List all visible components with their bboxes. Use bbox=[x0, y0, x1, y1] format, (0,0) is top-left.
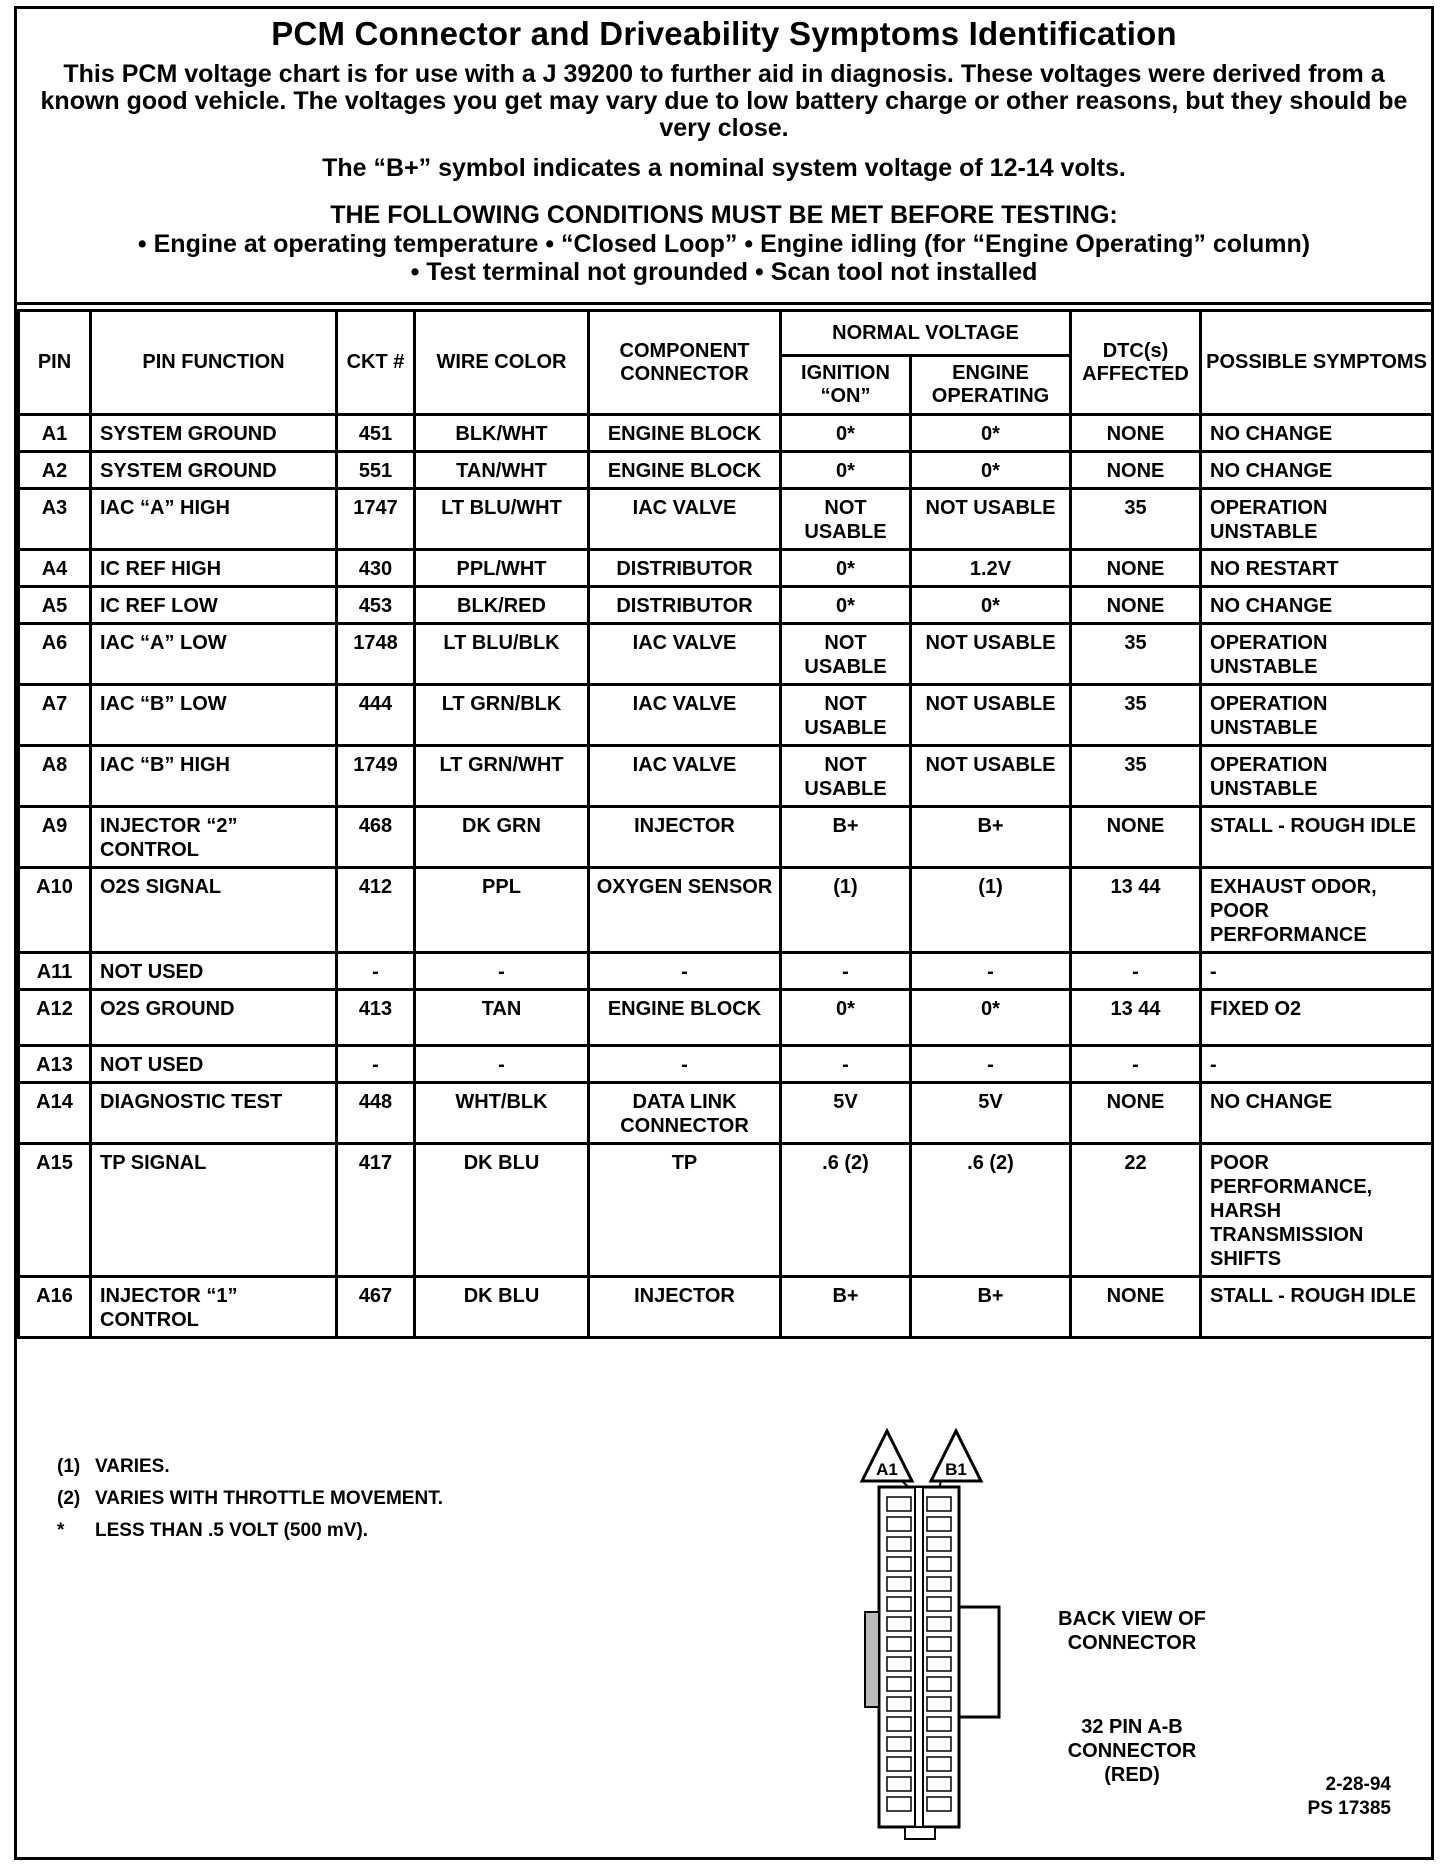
dtc-cell: NONE bbox=[1071, 452, 1201, 489]
connector-pin-cell bbox=[887, 1597, 911, 1611]
pin-cell: A7 bbox=[19, 685, 91, 746]
wire-color-cell: DK GRN bbox=[415, 807, 589, 868]
wire-color-cell: LT GRN/BLK bbox=[415, 685, 589, 746]
pin-cell: A16 bbox=[19, 1277, 91, 1338]
symptoms-cell: NO CHANGE bbox=[1201, 1083, 1433, 1144]
header-pin: PIN bbox=[19, 311, 91, 415]
connector-pin-cell bbox=[927, 1577, 951, 1591]
ckt-cell: 453 bbox=[337, 587, 415, 624]
connector-pin-cell bbox=[887, 1577, 911, 1591]
ckt-cell: 1747 bbox=[337, 489, 415, 550]
ckt-cell: 448 bbox=[337, 1083, 415, 1144]
dtc-cell: NONE bbox=[1071, 1277, 1201, 1338]
pin-function-cell: SYSTEM GROUND bbox=[91, 452, 337, 489]
engine-operating-cell: - bbox=[911, 953, 1071, 990]
engine-operating-cell: NOT USABLE bbox=[911, 685, 1071, 746]
wire-color-cell: PPL/WHT bbox=[415, 550, 589, 587]
table-row bbox=[19, 587, 1433, 624]
pin-function-cell: IAC “B” HIGH bbox=[91, 746, 337, 807]
symptoms-cell: - bbox=[1201, 1046, 1433, 1083]
pin-cell: A1 bbox=[19, 415, 91, 452]
connector-pin-cell bbox=[887, 1657, 911, 1671]
pin-function-cell: IC REF LOW bbox=[91, 587, 337, 624]
table-row bbox=[19, 624, 1433, 685]
connector-pin-cell bbox=[887, 1797, 911, 1811]
connector-pin-cell bbox=[887, 1677, 911, 1691]
component-cell: DATA LINK CONNECTOR bbox=[589, 1083, 781, 1144]
wire-color-cell: BLK/WHT bbox=[415, 415, 589, 452]
engine-operating-cell: - bbox=[911, 1046, 1071, 1083]
footnote bbox=[57, 1515, 443, 1547]
ignition-on-cell: .6 (2) bbox=[781, 1144, 911, 1277]
a1-label: A1 bbox=[876, 1460, 898, 1479]
dtc-cell: - bbox=[1071, 953, 1201, 990]
component-cell: ENGINE BLOCK bbox=[589, 990, 781, 1046]
table-row bbox=[19, 868, 1433, 953]
document-id bbox=[1308, 1773, 1391, 1821]
connector-pin-cell bbox=[887, 1697, 911, 1711]
table-row bbox=[19, 1144, 1433, 1277]
component-cell: IAC VALVE bbox=[589, 746, 781, 807]
table-row bbox=[19, 1277, 1433, 1338]
pin-function-cell: SYSTEM GROUND bbox=[91, 415, 337, 452]
ignition-on-cell: 0* bbox=[781, 550, 911, 587]
symptoms-cell: OPERATION UNSTABLE bbox=[1201, 489, 1433, 550]
header-engine-operating: ENGINE OPERATING bbox=[911, 356, 1071, 415]
engine-operating-cell: 0* bbox=[911, 990, 1071, 1046]
ckt-cell: 1748 bbox=[337, 624, 415, 685]
component-cell: IAC VALVE bbox=[589, 685, 781, 746]
ckt-cell: 551 bbox=[337, 452, 415, 489]
pin-cell: A8 bbox=[19, 746, 91, 807]
bplus-note: The “B+” symbol indicates a nominal system voltage of 12-14 volts. bbox=[322, 154, 1126, 182]
connector-pin-cell bbox=[887, 1757, 911, 1771]
symptoms-cell: POOR PERFORMANCE, HARSH TRANSMISSION SHIFTS bbox=[1201, 1144, 1433, 1277]
connector-pin-cell bbox=[927, 1557, 951, 1571]
connector-pin-cell bbox=[927, 1797, 951, 1811]
ckt-cell: 430 bbox=[337, 550, 415, 587]
pin-cell: A3 bbox=[19, 489, 91, 550]
connector-pin-cell bbox=[927, 1737, 951, 1751]
ignition-on-cell: NOT USABLE bbox=[781, 624, 911, 685]
pin-cell: A14 bbox=[19, 1083, 91, 1144]
pin-connector-label: 32 PIN A-B CONNECTOR (RED) bbox=[1067, 1716, 1197, 1786]
dtc-cell: NONE bbox=[1071, 1083, 1201, 1144]
pin-cell: A13 bbox=[19, 1046, 91, 1083]
pin-rows bbox=[19, 415, 1433, 1338]
component-cell: - bbox=[589, 953, 781, 990]
symptoms-cell: OPERATION UNSTABLE bbox=[1201, 685, 1433, 746]
wire-color-cell: PPL bbox=[415, 868, 589, 953]
footnote-text: LESS THAN .5 VOLT (500 mV). bbox=[95, 1520, 369, 1541]
connector-key bbox=[905, 1827, 935, 1839]
pin-function-cell: INJECTOR “2” CONTROL bbox=[91, 807, 337, 868]
footnote-key: (2) bbox=[57, 1488, 81, 1509]
component-cell: TP bbox=[589, 1144, 781, 1277]
dtc-cell: 13 44 bbox=[1071, 868, 1201, 953]
symptoms-cell: EXHAUST ODOR, POOR PERFORMANCE bbox=[1201, 868, 1433, 953]
ignition-on-cell: 0* bbox=[781, 990, 911, 1046]
dtc-cell: 35 bbox=[1071, 746, 1201, 807]
dtc-cell: 13 44 bbox=[1071, 990, 1201, 1046]
table-row bbox=[19, 990, 1433, 1046]
engine-operating-cell: B+ bbox=[911, 1277, 1071, 1338]
engine-operating-cell: 5V bbox=[911, 1083, 1071, 1144]
symptoms-cell: STALL - ROUGH IDLE bbox=[1201, 1277, 1433, 1338]
symptoms-cell: STALL - ROUGH IDLE bbox=[1201, 807, 1433, 868]
connector-pin-cell bbox=[927, 1617, 951, 1631]
pin-function-cell: O2S GROUND bbox=[91, 990, 337, 1046]
conditions-line-1: • Engine at operating temperature • “Closed Loop” • Engine idling (for “Engine Operating” column) bbox=[137, 230, 1311, 258]
table-row bbox=[19, 1083, 1433, 1144]
ignition-on-cell: 5V bbox=[781, 1083, 911, 1144]
connector-pin-cell bbox=[887, 1537, 911, 1551]
wire-color-cell: - bbox=[415, 953, 589, 990]
wire-color-cell: BLK/RED bbox=[415, 587, 589, 624]
ckt-cell: 444 bbox=[337, 685, 415, 746]
header-dtc-affected: DTC(s) AFFECTED bbox=[1071, 311, 1201, 415]
back-view-label: BACK VIEW OF CONNECTOR bbox=[1058, 1608, 1206, 1654]
engine-operating-cell: NOT USABLE bbox=[911, 746, 1071, 807]
ckt-cell: - bbox=[337, 953, 415, 990]
header-normal-voltage: NORMAL VOLTAGE bbox=[781, 311, 1071, 356]
ignition-on-cell: 0* bbox=[781, 415, 911, 452]
header-wire-color: WIRE COLOR bbox=[415, 311, 589, 415]
component-cell: INJECTOR bbox=[589, 1277, 781, 1338]
header-ignition-on: IGNITION “ON” bbox=[781, 356, 911, 415]
b1-label: B1 bbox=[945, 1460, 967, 1479]
table-row bbox=[19, 953, 1433, 990]
pin-cell: A2 bbox=[19, 452, 91, 489]
connector-pin-cell bbox=[927, 1777, 951, 1791]
component-cell: OXYGEN SENSOR bbox=[589, 868, 781, 953]
table-row bbox=[19, 746, 1433, 807]
ckt-cell: 467 bbox=[337, 1277, 415, 1338]
pin-cell: A11 bbox=[19, 953, 91, 990]
date-code: 2-28-94 bbox=[1325, 1774, 1391, 1795]
symptoms-cell: - bbox=[1201, 953, 1433, 990]
wire-color-cell: WHT/BLK bbox=[415, 1083, 589, 1144]
engine-operating-cell: .6 (2) bbox=[911, 1144, 1071, 1277]
ignition-on-cell: B+ bbox=[781, 807, 911, 868]
connector-pin-cell bbox=[927, 1517, 951, 1531]
dtc-cell: 22 bbox=[1071, 1144, 1201, 1277]
pin-function-cell: NOT USED bbox=[91, 953, 337, 990]
dtc-cell: NONE bbox=[1071, 587, 1201, 624]
pin-cell: A6 bbox=[19, 624, 91, 685]
wire-color-cell: TAN bbox=[415, 990, 589, 1046]
pin-cell: A9 bbox=[19, 807, 91, 868]
dtc-cell: - bbox=[1071, 1046, 1201, 1083]
ignition-on-cell: - bbox=[781, 1046, 911, 1083]
pin-function-cell: TP SIGNAL bbox=[91, 1144, 337, 1277]
wire-color-cell: DK BLU bbox=[415, 1277, 589, 1338]
engine-operating-cell: (1) bbox=[911, 868, 1071, 953]
part-number: PS 17385 bbox=[1307, 1798, 1391, 1819]
component-cell: IAC VALVE bbox=[589, 489, 781, 550]
footnotes bbox=[57, 1451, 443, 1547]
symptoms-cell: NO CHANGE bbox=[1201, 415, 1433, 452]
footnote-key: * bbox=[57, 1520, 65, 1541]
connector-pin-cell bbox=[887, 1497, 911, 1511]
connector-latch bbox=[959, 1607, 999, 1717]
connector-pin-cell bbox=[887, 1517, 911, 1531]
ckt-cell: 413 bbox=[337, 990, 415, 1046]
header-pin-function: PIN FUNCTION bbox=[91, 311, 337, 415]
table-row bbox=[19, 415, 1433, 452]
conditions-line-2: • Test terminal not grounded • Scan tool not installed bbox=[410, 258, 1038, 286]
connector-pin-cell bbox=[887, 1617, 911, 1631]
connector-pin-cell bbox=[927, 1537, 951, 1551]
connector-lock-tab bbox=[865, 1612, 879, 1707]
ignition-on-cell: - bbox=[781, 953, 911, 990]
pin-function-cell: O2S SIGNAL bbox=[91, 868, 337, 953]
footnote-key: (1) bbox=[57, 1456, 81, 1477]
dtc-cell: NONE bbox=[1071, 807, 1201, 868]
symptoms-cell: NO CHANGE bbox=[1201, 452, 1433, 489]
component-cell: - bbox=[589, 1046, 781, 1083]
component-cell: IAC VALVE bbox=[589, 624, 781, 685]
ignition-on-cell: 0* bbox=[781, 587, 911, 624]
wire-color-cell: LT BLU/WHT bbox=[415, 489, 589, 550]
ckt-cell: 468 bbox=[337, 807, 415, 868]
pin-voltage-table bbox=[17, 309, 1434, 1339]
engine-operating-cell: B+ bbox=[911, 807, 1071, 868]
component-cell: ENGINE BLOCK bbox=[589, 452, 781, 489]
pin-cell: A4 bbox=[19, 550, 91, 587]
table-row bbox=[19, 1046, 1433, 1083]
header-possible-symptoms: POSSIBLE SYMPTOMS bbox=[1201, 311, 1433, 415]
conditions-title: THE FOLLOWING CONDITIONS MUST BE MET BEFORE TESTING: bbox=[330, 201, 1118, 229]
connector-pin-cell bbox=[927, 1637, 951, 1651]
footnote bbox=[57, 1483, 443, 1515]
pin-function-cell: IAC “A” HIGH bbox=[91, 489, 337, 550]
table-row bbox=[19, 550, 1433, 587]
pin-cell: A15 bbox=[19, 1144, 91, 1277]
ignition-on-cell: (1) bbox=[781, 868, 911, 953]
connector-divider bbox=[915, 1487, 923, 1827]
symptoms-cell: NO CHANGE bbox=[1201, 587, 1433, 624]
footnote-text: VARIES WITH THROTTLE MOVEMENT. bbox=[95, 1488, 443, 1509]
dtc-cell: 35 bbox=[1071, 685, 1201, 746]
header-component-connector: COMPONENT CONNECTOR bbox=[589, 311, 781, 415]
connector-pin-cell bbox=[927, 1757, 951, 1771]
table-row bbox=[19, 452, 1433, 489]
ignition-on-cell: 0* bbox=[781, 452, 911, 489]
engine-operating-cell: NOT USABLE bbox=[911, 489, 1071, 550]
pin-function-cell: NOT USED bbox=[91, 1046, 337, 1083]
symptoms-cell: FIXED O2 bbox=[1201, 990, 1433, 1046]
page-title: PCM Connector and Driveability Symptoms Identification bbox=[271, 15, 1177, 52]
ckt-cell: 451 bbox=[337, 415, 415, 452]
pin-cell: A5 bbox=[19, 587, 91, 624]
connector-pin-cell bbox=[927, 1717, 951, 1731]
pin-cell: A10 bbox=[19, 868, 91, 953]
dtc-cell: 35 bbox=[1071, 624, 1201, 685]
ignition-on-cell: B+ bbox=[781, 1277, 911, 1338]
intro-text: This PCM voltage chart is for use with a J 39200 to further aid in diagnosis. These voltages were derived from a known good vehicle. The voltages you get may vary due to low battery charge or other reasons, but they should be very close. bbox=[40, 60, 1408, 142]
document-header bbox=[17, 9, 1431, 305]
connector-pin-cell bbox=[887, 1777, 911, 1791]
connector-pin-cell bbox=[887, 1557, 911, 1571]
document-frame bbox=[14, 6, 1434, 1860]
component-cell: DISTRIBUTOR bbox=[589, 550, 781, 587]
symptoms-cell: NO RESTART bbox=[1201, 550, 1433, 587]
connector-pin-cell bbox=[927, 1677, 951, 1691]
symptoms-cell: OPERATION UNSTABLE bbox=[1201, 624, 1433, 685]
dtc-cell: NONE bbox=[1071, 550, 1201, 587]
pin-function-cell: IAC “B” LOW bbox=[91, 685, 337, 746]
ignition-on-cell: NOT USABLE bbox=[781, 746, 911, 807]
symptoms-cell: OPERATION UNSTABLE bbox=[1201, 746, 1433, 807]
component-cell: ENGINE BLOCK bbox=[589, 415, 781, 452]
connector-pin-cell bbox=[927, 1497, 951, 1511]
pin-cell: A12 bbox=[19, 990, 91, 1046]
ckt-cell: 1749 bbox=[337, 746, 415, 807]
table-row bbox=[19, 685, 1433, 746]
pin-function-cell: INJECTOR “1” CONTROL bbox=[91, 1277, 337, 1338]
wire-color-cell: LT BLU/BLK bbox=[415, 624, 589, 685]
ignition-on-cell: NOT USABLE bbox=[781, 685, 911, 746]
connector-pin-cell bbox=[887, 1737, 911, 1751]
dtc-cell: NONE bbox=[1071, 415, 1201, 452]
wire-color-cell: - bbox=[415, 1046, 589, 1083]
connector-diagram bbox=[857, 1427, 1057, 1847]
pin-function-cell: IC REF HIGH bbox=[91, 550, 337, 587]
wire-color-cell: LT GRN/WHT bbox=[415, 746, 589, 807]
pin-function-cell: IAC “A” LOW bbox=[91, 624, 337, 685]
table-row bbox=[19, 489, 1433, 550]
header-ckt: CKT # bbox=[337, 311, 415, 415]
engine-operating-cell: 0* bbox=[911, 452, 1071, 489]
connector-pin-cell bbox=[927, 1657, 951, 1671]
footnote bbox=[57, 1451, 443, 1483]
connector-pin-cell bbox=[927, 1597, 951, 1611]
dtc-cell: 35 bbox=[1071, 489, 1201, 550]
engine-operating-cell: 0* bbox=[911, 587, 1071, 624]
ckt-cell: - bbox=[337, 1046, 415, 1083]
engine-operating-cell: 0* bbox=[911, 415, 1071, 452]
component-cell: DISTRIBUTOR bbox=[589, 587, 781, 624]
connector-pin-cell bbox=[927, 1697, 951, 1711]
wire-color-cell: TAN/WHT bbox=[415, 452, 589, 489]
footnote-text: VARIES. bbox=[95, 1456, 170, 1477]
engine-operating-cell: 1.2V bbox=[911, 550, 1071, 587]
wire-color-cell: DK BLU bbox=[415, 1144, 589, 1277]
ignition-on-cell: NOT USABLE bbox=[781, 489, 911, 550]
ckt-cell: 412 bbox=[337, 868, 415, 953]
connector-pin-cell bbox=[887, 1717, 911, 1731]
ckt-cell: 417 bbox=[337, 1144, 415, 1277]
component-cell: INJECTOR bbox=[589, 807, 781, 868]
pin-function-cell: DIAGNOSTIC TEST bbox=[91, 1083, 337, 1144]
connector-pin-cell bbox=[887, 1637, 911, 1651]
engine-operating-cell: NOT USABLE bbox=[911, 624, 1071, 685]
table-row bbox=[19, 807, 1433, 868]
